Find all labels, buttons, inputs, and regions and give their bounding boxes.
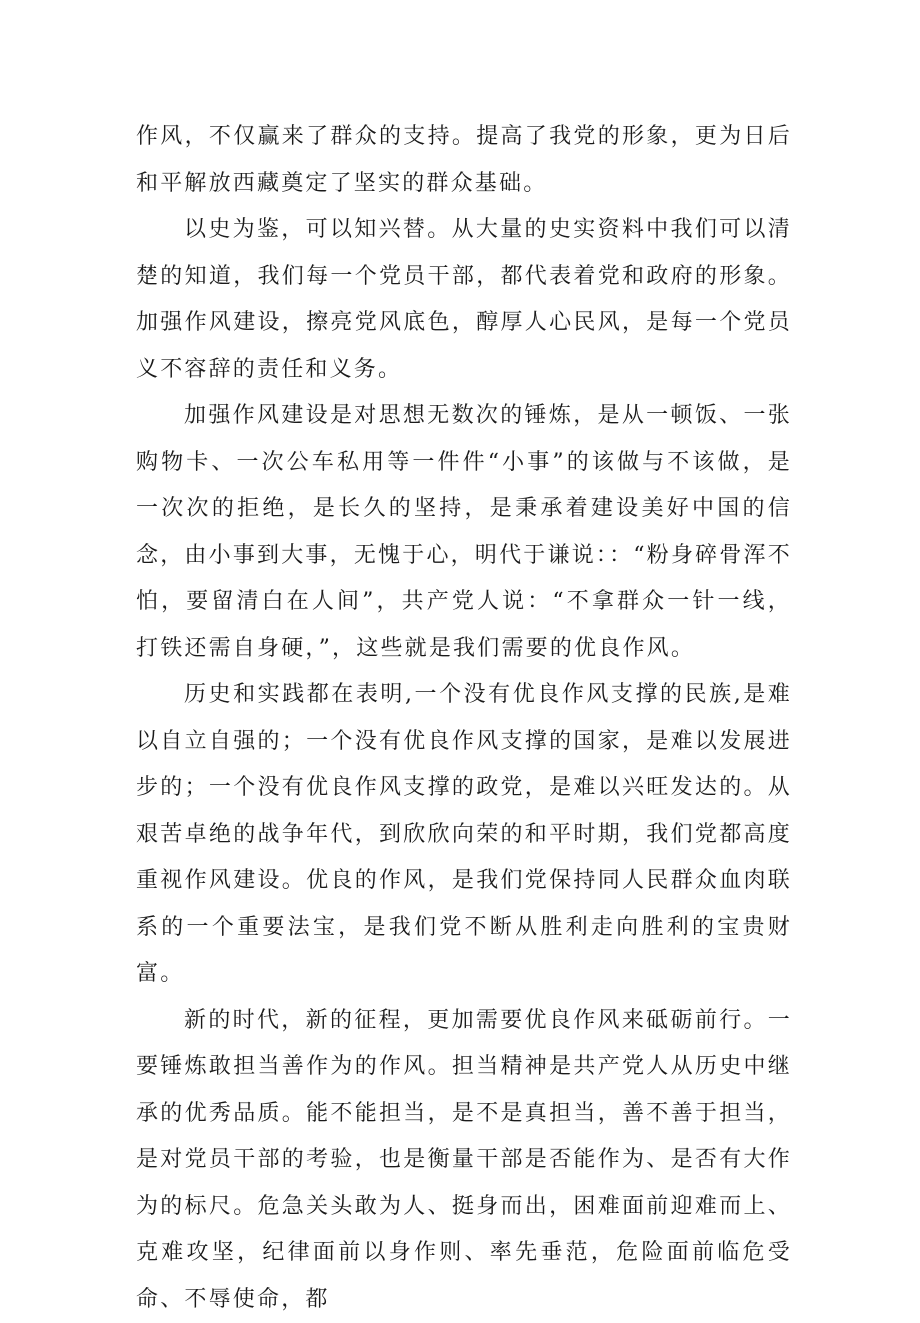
paragraph-1: 作风，不仅赢来了群众的支持。提高了我党的形象，更为日后和平解放西藏奠定了坚实的群众基础。 <box>136 114 792 207</box>
paragraph-5: 新的时代，新的征程，更加需要优良作风来砥砺前行。一要锤炼敢担当善作为的作风。担当精神是共产党人从历史中继承的优秀品质。能不能担当，是不是真担当，善不善于担当，是对党员干部的考验，也是衡量干部是否能作为、是否有大作为的标尺。危急关头敢为人、挺身而出，困难面前迎难而上、克难攻坚，纪律面前以身作则、率先垂范，危险面前临危受命、不辱使命，都 <box>136 998 792 1323</box>
paragraph-2: 以史为鉴，可以知兴替。从大量的史实资料中我们可以清楚的知道，我们每一个党员干部，都代表着党和政府的形象。加强作风建设，擦亮党风底色，醇厚人心民风，是每一个党员义不容辞的责任和义务。 <box>136 207 792 393</box>
paragraph-4: 历史和实践都在表明,一个没有优良作风支撑的民族,是难以自立自强的；一个没有优良作风支撑的国家，是难以发展进步的；一个没有优良作风支撑的政党，是难以兴旺发达的。从艰苦卓绝的战争年代，到欣欣向荣的和平时期，我们党都高度重视作风建设。优良的作风，是我们党保持同人民群众血肉联系的一个重要法宝，是我们党不断从胜利走向胜利的宝贵财富。 <box>136 672 792 998</box>
paragraph-3: 加强作风建设是对思想无数次的锤炼，是从一顿饭、一张购物卡、一次公车私用等一件件“小事”的该做与不该做，是一次次的拒绝，是长久的坚持，是秉承着建设美好中国的信念，由小事到大事，无愧于心，明代于谦说：：“粉身碎骨浑不怕，要留清白在人间”，共产党人说：“不拿群众一针一线，打铁还需自身硬，”，这些就是我们需要的优良作风。 <box>136 393 792 672</box>
document-body <box>136 114 792 1323</box>
